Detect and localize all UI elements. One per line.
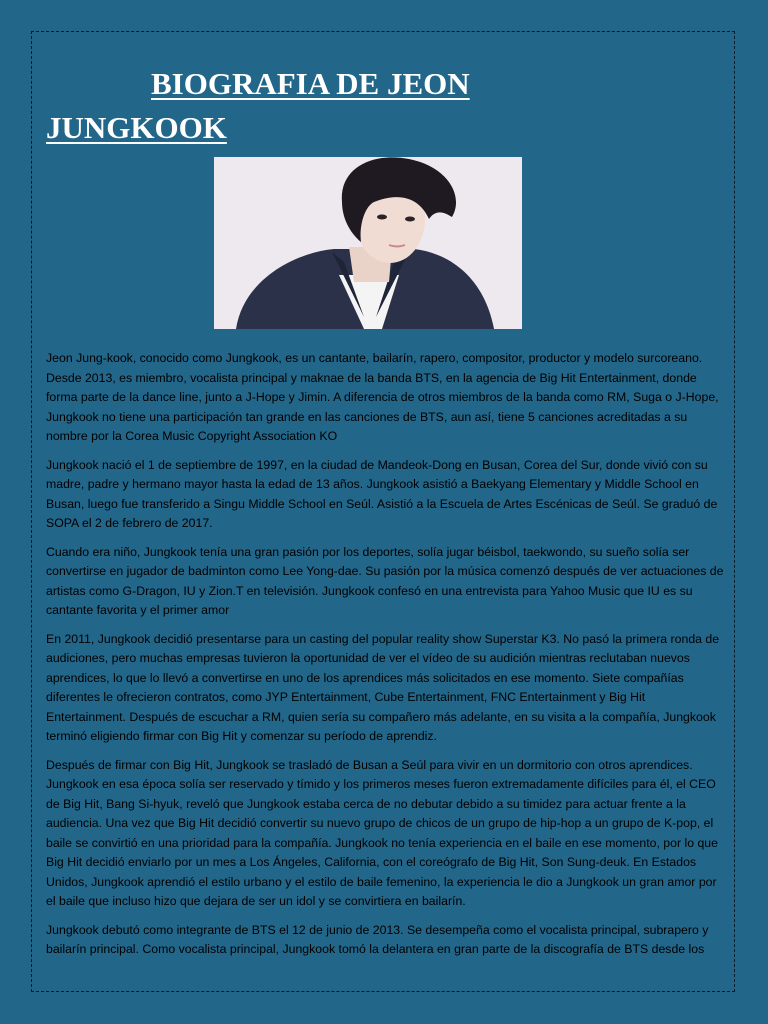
title-line-1: BIOGRAFIA DE JEON xyxy=(151,66,470,101)
paragraph-1: Jeon Jung-kook, conocido como Jungkook, es un cantante, bailarín, rapero, compositor, productor y modelo surcoreano. Desde 2013, es miembro, vocalista principal y maknae de la banda BTS, en la agencia de Big Hit Entertainment, donde forma parte de la dance line, junto a J-Hope y Jimin. A diferencia de otros miembros de la banda como RM, Suga o J-Hope, Jungkook no tiene una participación tan grande en las canciones de BTS, aun así, tiene 5 canciones acreditadas a su nombre por la Corea Music Copyright Association KO xyxy=(46,351,719,443)
paragraph-3: Cuando era niño, Jungkook tenía una gran pasión por los deportes, solía jugar béisbol, taekwondo, su sueño solía ser convertirse en jugador de badminton como Lee Yong-dae. Su pasión por la música comenzó después de ver actuaciones de artistas como G-Dragon, IU y Zion.T en televisión. Jungkook confesó en una entrevista para Yahoo Music que IU es su cantante favorita y el primer amor xyxy=(46,544,724,617)
paragraph-2: Jungkook nació el 1 de septiembre de 1997, en la ciudad de Mandeok-Dong en Busan, Corea del Sur, donde vivió con su madre, padre y hermano mayor hasta la edad de 13 años. Jungkook asistió a Baekyang Elementary y Middle School en Busan, luego fue transferido a Singu Middle School en Seúl. Asistió a la Escuela de Artes Escénicas de Seúl. Se graduó de SOPA el 2 de febrero de 2017. xyxy=(46,457,718,530)
portrait-photo-icon xyxy=(214,157,522,329)
paragraph-6: Jungkook debutó como integrante de BTS el 12 de junio de 2013. Se desempeña como el vocalista principal, subrapero y bailarín principal. Como vocalista principal, Jungkook tomó la delantera en gran parte de la discografía de BTS desde los xyxy=(46,922,709,956)
paragraph-4: En 2011, Jungkook decidió presentarse para un casting del popular reality show Superstar K3. No pasó la primera ronda de audiciones, pero muchas empresas tuvieron la oportunidad de ver el vídeo de su audición mientras reclutaban nuevos aprendices, lo que lo llevó a convertirse en uno de los aprendices más solicitados en ese momento. Siete compañías diferentes le ofrecieron contratos, como JYP Entertainment, Cube Entertainment, FNC Entertainment y Big Hit Entertainment. Después de escuchar a RM, quien sería su compañero más adelante, en su visita a la compañía, Jungkook terminó eligiendo firmar con Big Hit y comenzar su período de aprendiz. xyxy=(46,631,720,743)
portrait-photo xyxy=(214,157,522,329)
biography-text xyxy=(46,349,726,969)
paragraph-5: Después de firmar con Big Hit, Jungkook se trasladó de Busan a Seúl para vivir en un dormitorio con otros aprendices. Jungkook en esa época solía ser reservado y tímido y los primeros meses fueron extremadamente difíciles para él, el CEO de Big Hit, Bang Si-hyuk, reveló que Jungkook estaba cerca de no debutar debido a su timidez para actuar frente a la audiencia. Una vez que Big Hit decidió convertir su nuevo grupo de chicos de un grupo de hip-hop a un grupo de K-pop, el baile se convirtió en una prioridad para la compañía. Jungkook no tenía experiencia en el baile en ese momento, por lo que Big Hit decidió enviarlo por un mes a Los Ángeles, California, con el coreógrafo de Big Hit, Son Sung-deuk. En Estados Unidos, Jungkook aprendió el estilo urbano y el estilo de baile femenino, la experiencia le dio a Jungkook un gran amor por el baile que incluso hizo que dejara de ser un idol y se convirtiera en bailarín. xyxy=(46,757,718,908)
title-line-2: JUNGKOOK xyxy=(46,110,227,145)
page-title xyxy=(46,62,706,150)
